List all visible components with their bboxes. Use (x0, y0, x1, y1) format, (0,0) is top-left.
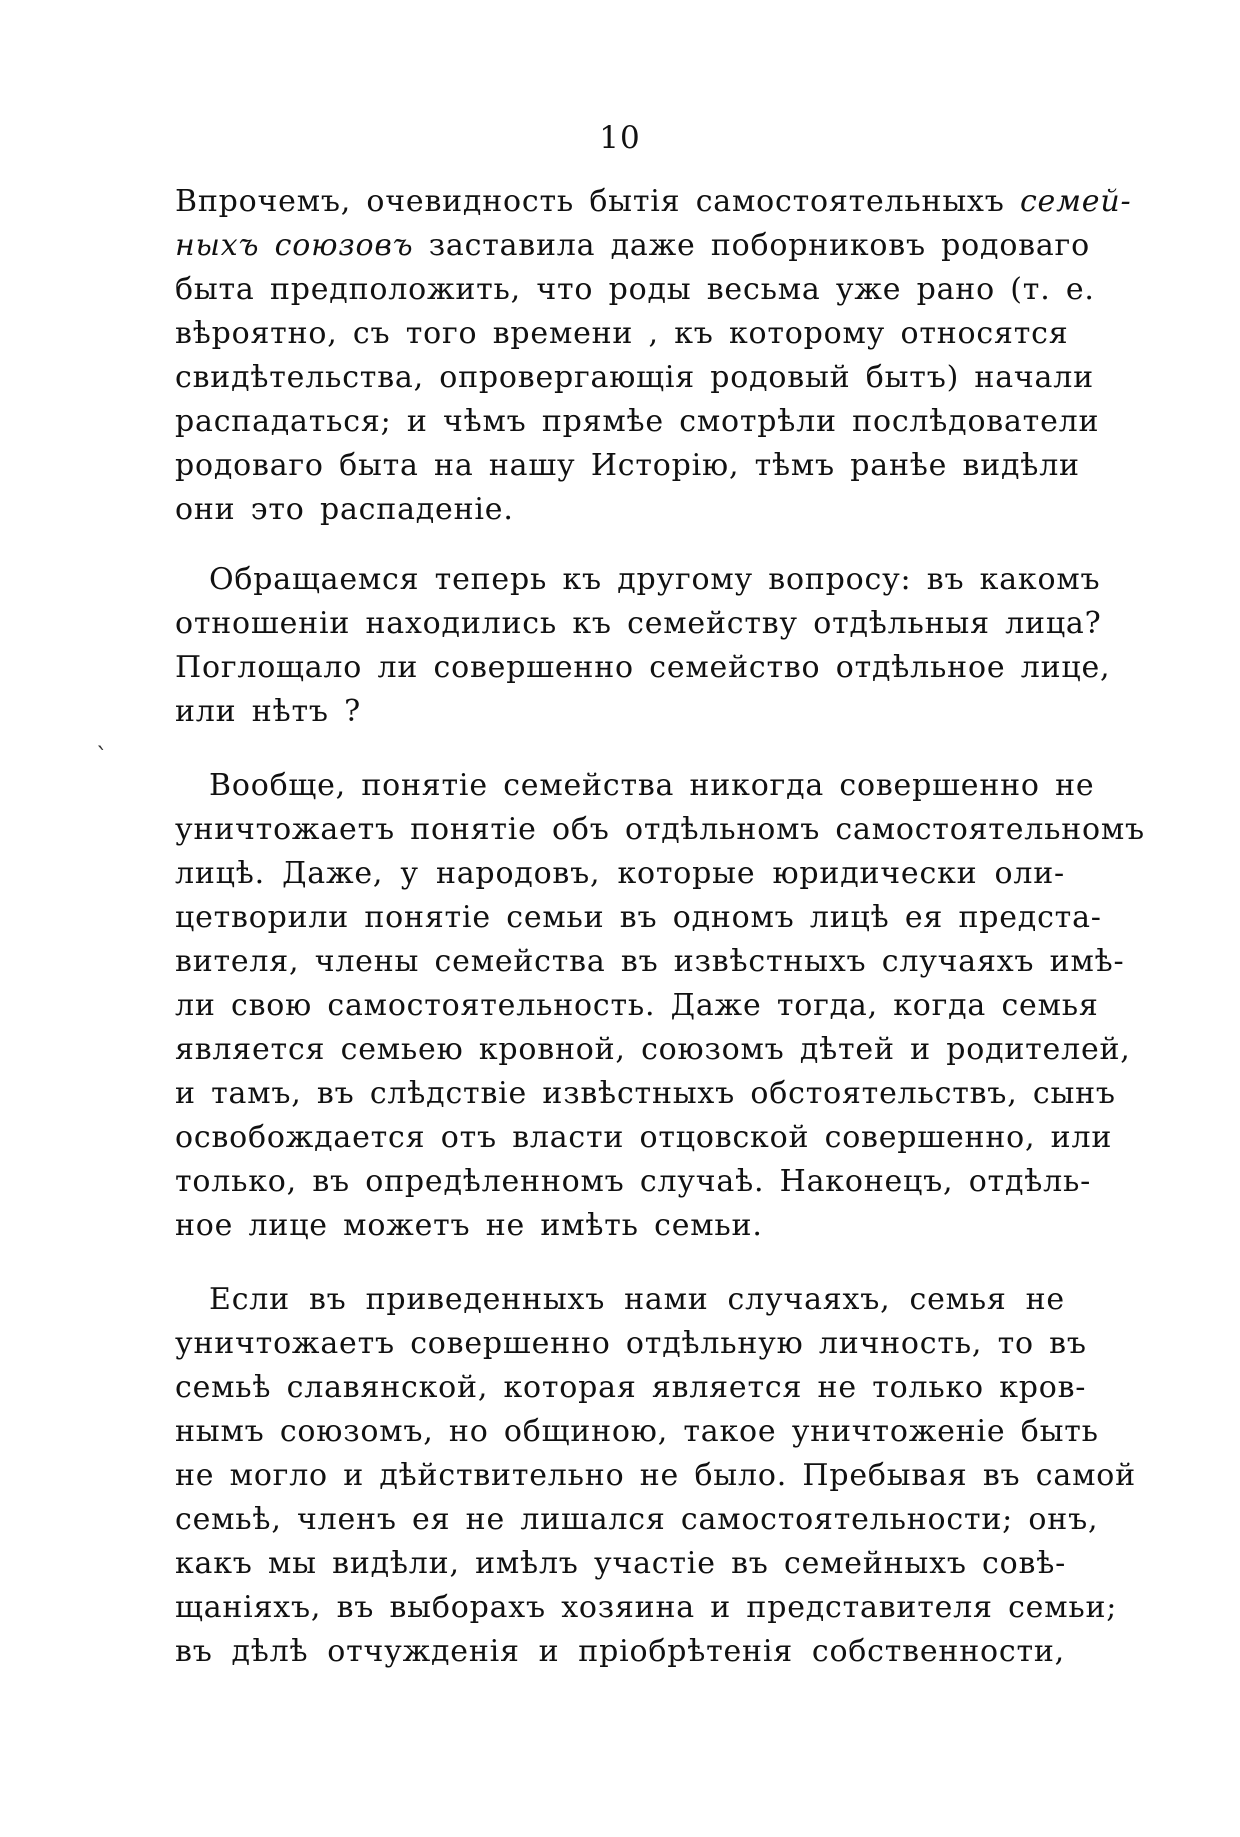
stray-print-mark: ` (96, 743, 108, 771)
text-line: лицѣ. Даже, у народовъ, которые юридически оли- (175, 856, 1065, 891)
text-line: какъ мы видѣли, имѣлъ участіе въ семейныхъ совѣ- (175, 1546, 1067, 1581)
paragraph-2 (175, 558, 1111, 734)
text-line: ныхъ союзовъ заставила даже поборниковъ родоваго (175, 228, 1090, 263)
text-line: вителя, члены семейства въ извѣстныхъ случаяхъ имѣ- (175, 944, 1125, 979)
text-line: только, въ опредѣленномъ случаѣ. Наконецъ, отдѣль- (175, 1164, 1092, 1199)
italic-term: ныхъ союзовъ (175, 228, 414, 263)
page-number: 10 (599, 120, 641, 156)
text-line: нымъ союзомъ, но общиною, такое уничтоженіе быть (175, 1414, 1099, 1449)
text-line: свидѣтельства, опровергающія родовый бытъ) начали (175, 360, 1094, 395)
text-line: Впрочемъ, очевидность бытія самостоятельныхъ семей- (175, 184, 1132, 219)
text-line: ли свою самостоятельность. Даже тогда, когда семья (175, 988, 1099, 1023)
text-line: отношеніи находились къ семейству отдѣльныя лица? (175, 606, 1102, 641)
text-line: родоваго быта на нашу Исторію, тѣмъ ранѣе видѣли (175, 448, 1080, 483)
text-line: они это распаденіе. (175, 492, 514, 527)
paragraph-gap (175, 734, 1065, 764)
text-line: Поглощало ли совершенно семейство отдѣльное лице, (175, 650, 1111, 685)
text-line: цетворили понятіе семьи въ одномъ лицѣ ея предста- (175, 900, 1102, 935)
text-line: распадаться; и чѣмъ прямѣе смотрѣли послѣдователи (175, 404, 1100, 439)
paragraph-3 (175, 764, 1145, 1248)
text-line: уничтожаетъ понятіе объ отдѣльномъ самостоятельномъ (175, 812, 1145, 847)
italic-term: семей- (1019, 184, 1132, 219)
text-line: Если въ приведенныхъ нами случаяхъ, семья не (209, 1282, 1065, 1317)
paragraph-1 (175, 180, 1132, 532)
paragraph-gap (175, 1248, 1065, 1278)
text-line: быта предположить, что роды весьма уже рано (т. е. (175, 272, 1095, 307)
text-line: Вообще, понятіе семейства никогда совершенно не (209, 768, 1095, 803)
text-line: вѣроятно, съ того времени , къ которому относятся (175, 316, 1069, 351)
text-line: семьѣ, членъ ея не лишался самостоятельности; онъ, (175, 1502, 1099, 1537)
paragraph-4 (175, 1278, 1136, 1674)
text-line: Обращаемся теперь къ другому вопросу: въ какомъ (209, 562, 1101, 597)
text-line: ное лице можетъ не имѣть семьи. (175, 1208, 763, 1243)
text-line: не могло и дѣйствительно не было. Пребывая въ самой (175, 1458, 1136, 1493)
text-line: въ дѣлѣ отчужденія и пріобрѣтенія собственности, (175, 1634, 1065, 1669)
paragraph-gap (175, 532, 1065, 558)
text-line: освобождается отъ власти отцовской совершенно, или (175, 1120, 1113, 1155)
body-text (175, 180, 1145, 1674)
text-line: или нѣтъ ? (175, 694, 361, 729)
text-line: семьѣ славянской, которая является не только кров- (175, 1370, 1087, 1405)
text-line: является семьею кровной, союзомъ дѣтей и родителей, (175, 1032, 1131, 1067)
text-line: уничтожаетъ совершенно отдѣльную личность, то въ (175, 1326, 1087, 1361)
text-line: и тамъ, въ слѣдствіе извѣстныхъ обстоятельствъ, сынъ (175, 1076, 1116, 1111)
text-line: щаніяхъ, въ выборахъ хозяина и представителя семьи; (175, 1590, 1118, 1625)
